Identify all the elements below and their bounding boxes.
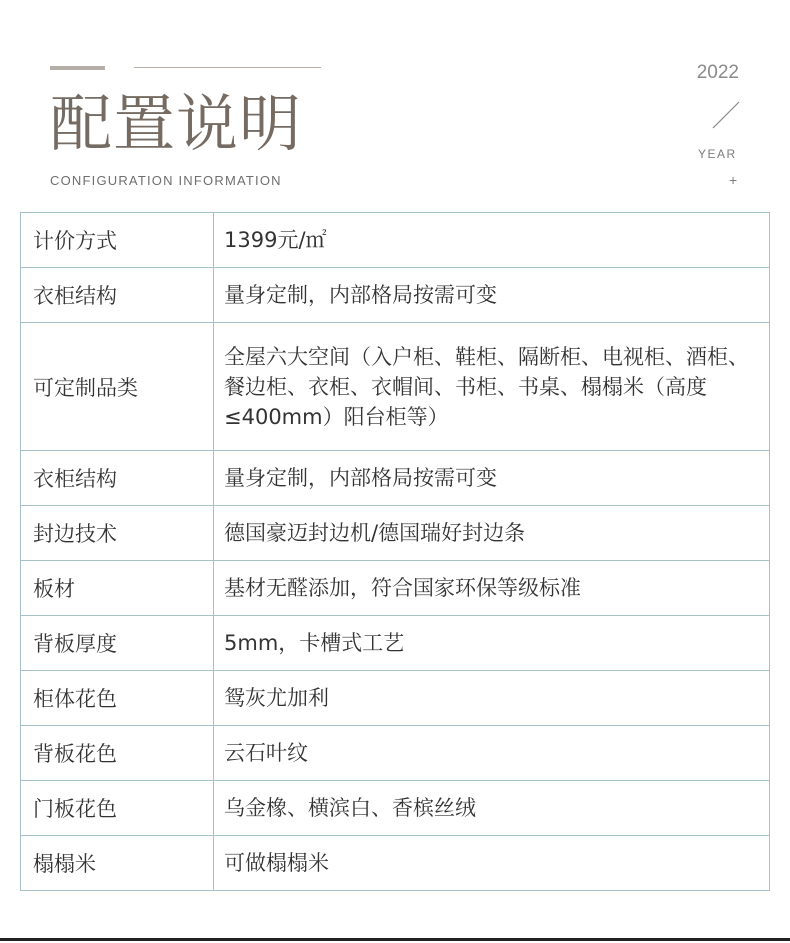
row-label: 衣柜结构 — [21, 268, 214, 323]
table-row — [21, 213, 770, 268]
row-value: 量身定制，内部格局按需可变 — [214, 451, 770, 506]
table-row — [21, 781, 770, 836]
footer-divider — [0, 938, 790, 941]
spec-table — [20, 212, 770, 891]
table-row — [21, 616, 770, 671]
row-label: 背板花色 — [21, 726, 214, 781]
table-row — [21, 671, 770, 726]
row-label: 榻榻米 — [21, 836, 214, 891]
row-label: 计价方式 — [21, 213, 214, 268]
table-row — [21, 323, 770, 451]
row-value: 云石叶纹 — [214, 726, 770, 781]
page-subtitle: CONFIGURATION INFORMATION — [50, 173, 282, 188]
row-label: 门板花色 — [21, 781, 214, 836]
row-label: 可定制品类 — [21, 323, 214, 451]
table-row — [21, 836, 770, 891]
row-value: 德国豪迈封边机/德国瑞好封边条 — [214, 506, 770, 561]
row-label: 背板厚度 — [21, 616, 214, 671]
row-value: 鸳灰尤加利 — [214, 671, 770, 726]
row-value: 可做榻榻米 — [214, 836, 770, 891]
row-value: 量身定制，内部格局按需可变 — [214, 268, 770, 323]
row-label: 柜体花色 — [21, 671, 214, 726]
table-row — [21, 726, 770, 781]
year-label: YEAR — [698, 147, 737, 161]
table-row — [21, 451, 770, 506]
table-row — [21, 561, 770, 616]
row-value: 乌金橡、横滨白、香槟丝绒 — [214, 781, 770, 836]
slash-divider-icon — [711, 100, 741, 130]
header-accent-bar — [50, 66, 105, 70]
plus-icon: + — [729, 172, 738, 188]
row-value: 5mm，卡槽式工艺 — [214, 616, 770, 671]
row-value: 1399元/㎡ — [214, 213, 770, 268]
header-accent-line — [134, 67, 321, 68]
row-label: 板材 — [21, 561, 214, 616]
year-text: 2022 — [696, 62, 739, 83]
row-value: 基材无醛添加，符合国家环保等级标准 — [214, 561, 770, 616]
table-row — [21, 268, 770, 323]
page-title: 配置说明 — [50, 87, 303, 160]
row-label: 封边技术 — [21, 506, 214, 561]
table-row — [21, 506, 770, 561]
row-label: 衣柜结构 — [21, 451, 214, 506]
row-value: 全屋六大空间（入户柜、鞋柜、隔断柜、电视柜、酒柜、餐边柜、衣柜、衣帽间、书柜、书桌、榻榻米（高度≤400mm）阳台柜等） — [214, 323, 770, 451]
